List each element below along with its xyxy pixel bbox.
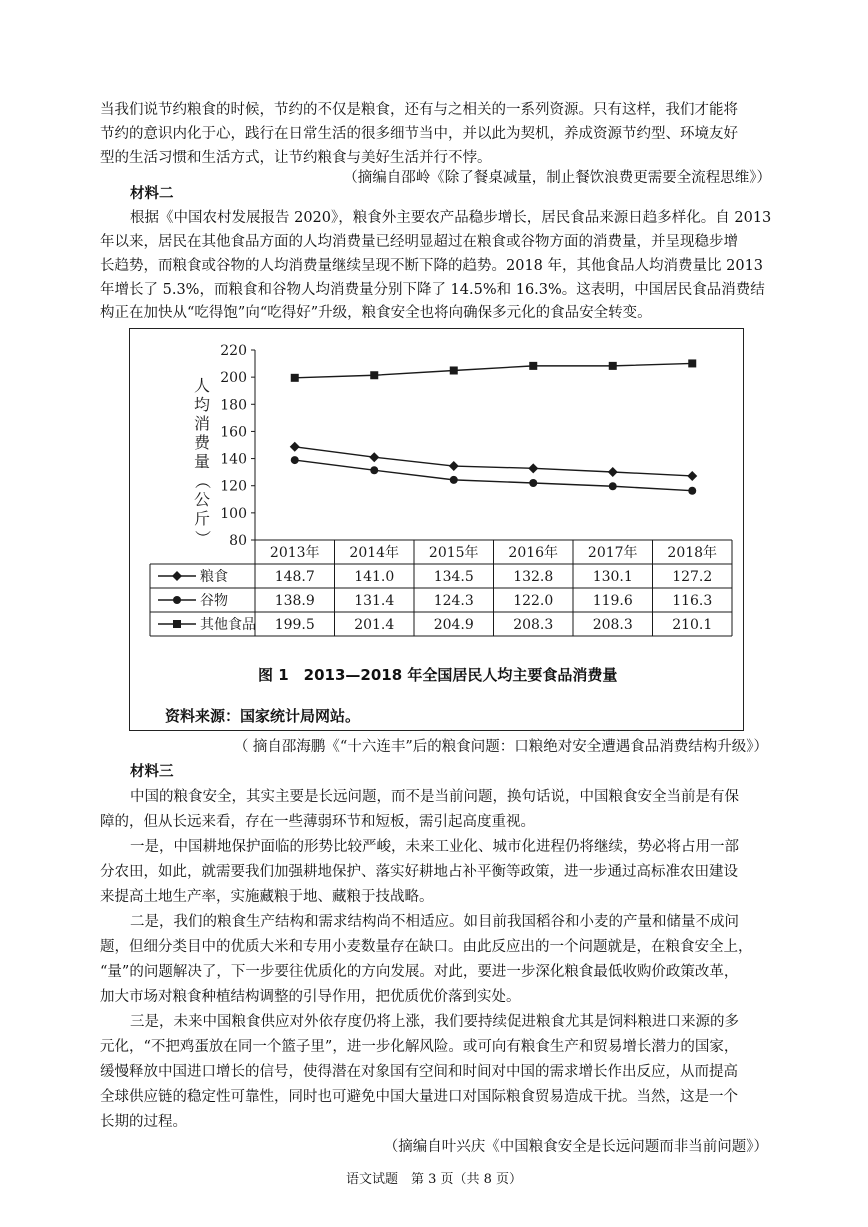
table-value: 208.3: [513, 617, 554, 633]
data-point-diamond: [687, 471, 697, 481]
table-value: 201.4: [354, 617, 395, 633]
data-point-circle: [370, 466, 378, 474]
figure-data-source: 资料来源：国家统计局网站。: [165, 707, 361, 725]
legend-marker-diamond: [172, 571, 182, 581]
y-axis-title-char: 斤: [193, 509, 211, 528]
intro-line-1: 当我们说节约粮食的时候，节约的不仅是粮食，还有与之相关的一系列资源。只有这样，我们才能将: [100, 102, 738, 118]
data-point-circle: [688, 487, 696, 495]
legend-label: 粮食: [200, 569, 228, 585]
m3-p3-line-3: “量”的问题解决了，下一步要往优质化的方向发展。对此，要进一步深化粮食最低收购价政策改革，: [100, 964, 739, 980]
figure-caption: 图 1 2013—2018 年全国居民人均主要食品消费量: [258, 666, 618, 684]
material2-source: （ 摘自邵海鹏《“十六连丰”后的粮食问题：口粮绝对安全遭遇食品消费结构升级》）: [233, 739, 768, 755]
legend-marker-circle: [173, 596, 181, 604]
table-value: 210.1: [672, 617, 713, 633]
table-value: 130.1: [592, 569, 633, 585]
table-value: 122.0: [513, 593, 554, 609]
data-point-square: [529, 362, 537, 370]
m3-p4-line-1: 三是，未来中国粮食供应对外依存度仍将上涨，我们要持续促进粮食尤其是饲料粮进口来源的多: [130, 1014, 739, 1030]
x-category-label: 2015年: [428, 545, 479, 561]
legend-label: 谷物: [200, 593, 228, 609]
data-point-square: [609, 362, 617, 370]
y-tick-label: 180: [220, 397, 247, 414]
material2-line-1: 根据《中国农村发展报告 2020》，粮食外主要农产品稳步增长，居民食品来源日趋多样化。自 2013: [130, 210, 772, 226]
table-value: 132.8: [513, 569, 554, 585]
legend-marker-square: [173, 620, 181, 628]
x-category-label: 2018年: [667, 545, 718, 561]
material3-heading: 材料三: [130, 764, 174, 780]
y-tick-label: 200: [220, 370, 247, 387]
intro-line-2: 节约的意识内化于心，践行在日常生活的很多细节当中，并以此为契机，养成资源节约型、环境友好: [100, 126, 738, 142]
material2-line-4: 年增长了 5.3%，而粮食和谷物人均消费量分别下降了 14.5%和 16.3%。这表明，中国居民食品消费结: [100, 282, 765, 298]
m3-p4-line-2: 元化，“不把鸡蛋放在同一个篮子里”，进一步化解风险。或可向有粮食生产和贸易增长潜力的国家，: [100, 1039, 739, 1055]
material2-line-5: 构正在加快从“吃得饱”向“吃得好”升级，粮食安全也将向确保多元化的食品安全转变。: [100, 305, 652, 321]
table-value: 119.6: [592, 593, 633, 609]
y-tick-label: 100: [220, 505, 247, 522]
y-tick-label: 80: [229, 533, 247, 549]
m3-p2-line-2: 分农田，如此，就需要我们加强耕地保护、落实好耕地占补平衡等政策，进一步通过高标准农田建设: [100, 864, 738, 880]
m3-p2-line-3: 来提高土地生产率，实施藏粮于地、藏粮于技战略。: [100, 889, 434, 905]
intro-source: （摘编自邵岭《除了餐桌减量，制止餐饮浪费更需要全流程思维》）: [343, 170, 771, 186]
series-line-square: [295, 363, 693, 377]
m3-p4-line-3: 缓慢释放中国进口增长的信号，使得潜在对象国有空间和时间对中国的需求增长作出反应，从而提高: [100, 1064, 738, 1080]
m3-p1-line-1: 中国的粮食安全，其实主要是长远问题，而不是当前问题，换句话说，中国粮食安全当前是有保: [130, 789, 739, 805]
table-value: 127.2: [672, 569, 713, 585]
y-tick-label: 140: [220, 451, 247, 468]
m3-p4-line-4: 全球供应链的稳定性可靠性，同时也可避免中国大量进口对国际粮食贸易造成干扰。当然，这是一个: [100, 1089, 738, 1105]
material3-source: （摘编自叶兴庆《中国粮食安全是长远问题而非当前问题》）: [383, 1139, 768, 1155]
table-value: 204.9: [433, 617, 474, 633]
table-value: 148.7: [274, 569, 315, 585]
y-axis-title-char: （: [193, 472, 212, 490]
material2-line-3: 长趋势，而粮食或谷物的人均消费量继续呈现不断下降的趋势。2018 年，其他食品人均消费量比 2013: [100, 258, 764, 274]
m3-p3-line-2: 题，但细分类目中的优质大米和专用小麦数量存在缺口。由此反应出的一个问题就是，在粮食安全上，: [100, 939, 753, 955]
data-point-square: [370, 371, 378, 379]
table-value: 138.9: [274, 593, 315, 609]
table-value: 208.3: [592, 617, 633, 633]
page-footer: 语文试题 第 3 页（共 8 页）: [345, 1172, 523, 1187]
series-line-diamond: [295, 447, 693, 476]
table-value: 116.3: [672, 593, 713, 609]
material2-heading: 材料二: [130, 186, 174, 202]
data-point-circle: [450, 476, 458, 484]
data-point-square: [688, 359, 696, 367]
x-category-label: 2017年: [587, 545, 638, 561]
y-tick-label: 160: [220, 424, 247, 441]
y-axis-title-char: 费: [193, 433, 211, 452]
data-point-diamond: [369, 452, 379, 462]
y-axis-title-char: 消: [193, 414, 211, 433]
y-axis-title-char: 均: [193, 395, 211, 414]
data-point-diamond: [290, 442, 300, 452]
table-value: 141.0: [354, 569, 395, 585]
y-axis-title-char: ）: [193, 529, 212, 547]
data-point-diamond: [449, 461, 459, 471]
material2-line-2: 年以来，居民在其他食品方面的人均消费量已经明显超过在粮食或谷物方面的消费量，并呈现稳步增: [100, 234, 738, 250]
m3-p1-line-2: 障的，但从长远来看，存在一些薄弱环节和短板，需引起高度重视。: [100, 814, 535, 830]
m3-p3-line-1: 二是，我们的粮食生产结构和需求结构尚不相适应。如目前我国稻谷和小麦的产量和储量不成问: [130, 914, 739, 930]
y-tick-label: 220: [220, 343, 247, 359]
legend-label: 其他食品: [200, 617, 256, 633]
table-value: 131.4: [354, 593, 395, 609]
x-category-label: 2014年: [349, 545, 400, 561]
x-category-label: 2016年: [508, 545, 559, 561]
data-point-circle: [291, 456, 299, 464]
y-tick-label: 120: [220, 478, 247, 495]
m3-p4-line-5: 长期的过程。: [100, 1114, 187, 1130]
data-point-circle: [529, 479, 537, 487]
x-category-label: 2013年: [269, 545, 320, 561]
intro-line-3: 型的生活习惯和生活方式，让节约粮食与美好生活并行不悖。: [100, 150, 492, 166]
y-axis-title-char: 人: [193, 376, 211, 395]
m3-p3-line-4: 加大市场对粮食种植结构调整的引导作用，把优质优价落到实处。: [100, 989, 521, 1005]
y-axis-title-char: 公: [193, 490, 211, 509]
table-value: 199.5: [274, 617, 315, 633]
data-point-square: [291, 374, 299, 382]
table-value: 124.3: [433, 593, 474, 609]
table-value: 134.5: [433, 569, 474, 585]
y-axis-title-char: 量: [193, 452, 211, 471]
data-point-diamond: [528, 463, 538, 473]
data-point-diamond: [608, 467, 618, 477]
series-line-circle: [295, 460, 693, 491]
m3-p2-line-1: 一是，中国耕地保护面临的形势比较严峻，未来工业化、城市化进程仍将继续，势必将占用一部: [130, 839, 739, 855]
data-point-square: [450, 366, 458, 374]
data-point-circle: [609, 482, 617, 490]
